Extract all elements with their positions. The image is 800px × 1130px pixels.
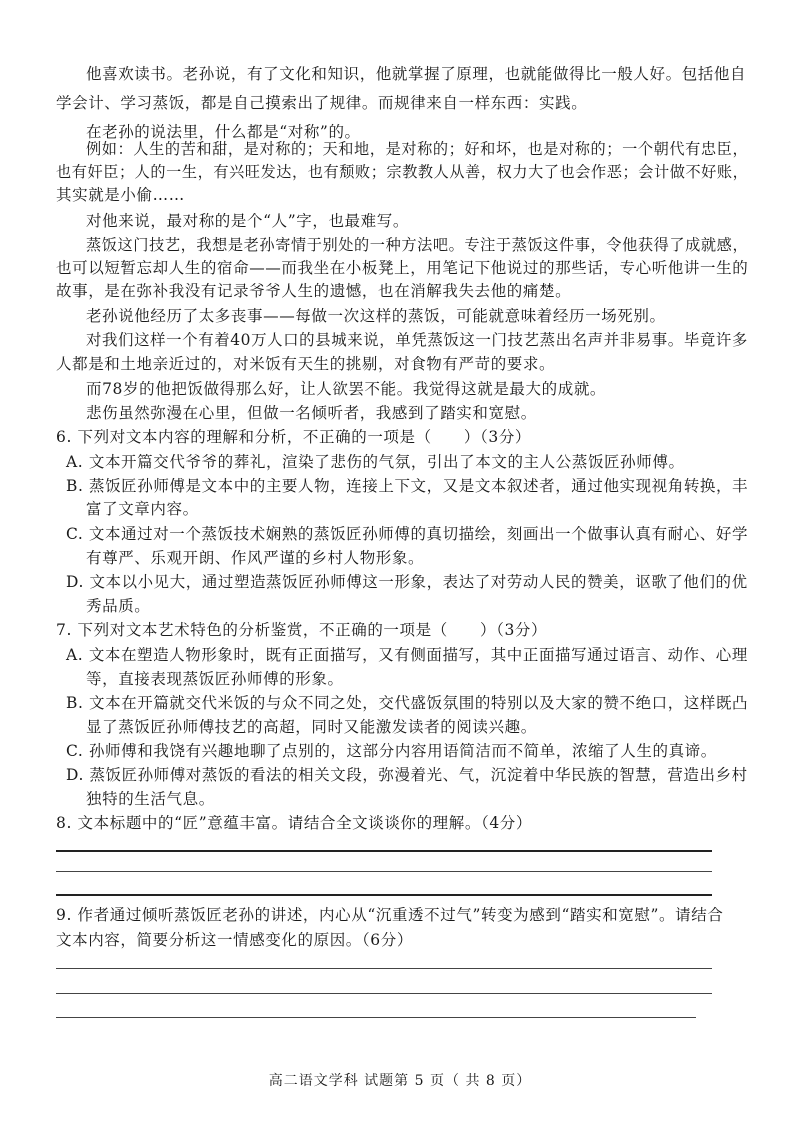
answer-line[interactable] [56, 993, 712, 994]
question-6-stem: 6. 下列对文本内容的理解和分析，不正确的一项是（ ）（3分） [56, 428, 532, 446]
passage-line: 而78岁的他把饭做得那么好，让人欲罢不能。我觉得这就是最大的成就。 [86, 380, 607, 398]
question-7-stem: 7. 下列对文本艺术特色的分析鉴赏，不正确的一项是（ ）（3分） [56, 621, 548, 639]
question-8-stem: 8. 文本标题中的“匠”意蕴丰富。请结合全文谈谈你的理解。（4分） [56, 814, 532, 832]
question-7-option-d-cont: 独特的生活气息。 [86, 790, 215, 808]
question-7-option-a: A. 文本在塑造人物形象时，既有正面描写，又有侧面描写，其中正面描写通过语言、动作、心理 [66, 646, 748, 664]
question-6-option-a: A. 文本开篇交代爷爷的葬礼，渲染了悲伤的气氛，引出了本文的主人公蒸饭匠孙师傅。 [66, 453, 685, 471]
passage-line: 故事，是在弥补我没有记录爷爷人生的遗憾，也在消解我失去他的痛楚。 [56, 282, 572, 300]
passage-line: 学会计、学习蒸饭，都是自己摸索出了规律。而规律来自一样东西：实践。 [56, 94, 588, 112]
passage-line: 对他来说，最对称的是个“人”字，也最难写。 [86, 212, 409, 230]
passage-line: 例如：人生的苦和甜，是对称的；天和地，是对称的；好和坏，也是对称的；一个朝代有忠臣， [86, 140, 749, 158]
question-6-option-d-cont: 秀品质。 [86, 597, 151, 615]
answer-line[interactable] [56, 968, 712, 969]
passage-line: 悲伤虽然弥漫在心里，但做一名倾听者，我感到了踏实和宽慰。 [86, 404, 537, 422]
answer-line[interactable] [56, 850, 712, 852]
passage-line: 对我们这样一个有着40万人口的县城来说，单凭蒸饭这一门技艺蒸出名声并非易事。毕竟许多 [86, 331, 748, 349]
question-7-option-c: C. 孙师傅和我饶有兴趣地聊了点别的，这部分内容用语简洁而不简单，浓缩了人生的真谛。 [66, 742, 717, 760]
question-7-option-a-cont: 等，直接表现蒸饭匠孙师傅的形象。 [86, 670, 344, 688]
question-6-option-b: B. 蒸饭匠孙师傅是文本中的主要人物，连接上下文，又是文本叙述者，通过他实现视角转换，丰 [66, 477, 749, 495]
passage-line: 人都是和土地亲近过的，对米饭有天生的挑剔，对食物有严苛的要求。 [56, 355, 556, 373]
answer-line[interactable] [56, 871, 712, 872]
passage-line: 也有奸臣；人的一生，有兴旺发达，也有颓败；宗教教人从善，权力大了也会作恶；会计做不好账， [56, 163, 749, 181]
question-6-option-c: C. 文本通过对一个蒸饭技术娴熟的蒸饭匠孙师傅的真切描绘，刻画出一个做事认真有耐心、好学 [66, 525, 749, 543]
question-7-option-b-cont: 显了蒸饭匠孙师傅技艺的高超，同时又能激发读者的阅读兴趣。 [86, 718, 537, 736]
passage-line: 在老孙的说法里，什么都是“对称”的。 [86, 123, 361, 141]
answer-line[interactable] [56, 1017, 696, 1018]
answer-line[interactable] [56, 894, 712, 896]
question-6-option-d: D. 文本以小见大，通过塑造蒸饭匠孙师傅这一形象，表达了对劳动人民的赞美，讴歌了他们的优 [66, 573, 748, 591]
passage-line: 老孙说他经历了太多丧事——每做一次这样的蒸饭，可能就意味着经历一场死别。 [86, 307, 666, 325]
page-footer: 高二语文学科 试题第 5 页（ 共 8 页） [268, 1073, 532, 1089]
passage-line: 也可以短暂忘却人生的宿命——而我坐在小板凳上，用笔记下他说过的那些话，专心听他讲一生的 [56, 259, 749, 277]
question-6-option-b-cont: 富了文章内容。 [86, 500, 199, 518]
passage-line: 其实就是小偷…… [56, 186, 185, 204]
passage-line: 他喜欢读书。老孙说，有了文化和知识，他就掌握了原理，也就能做得比一般人好。包括他自 [86, 65, 747, 83]
question-6-option-c-cont: 有尊严、乐观开朗、作风严谨的乡村人物形象。 [86, 549, 425, 567]
question-9-stem: 9. 作者通过倾听蒸饭匠老孙的讲述，内心从“沉重透不过气”转变为感到“踏实和宽慰”。请结合 [56, 906, 724, 924]
passage-line: 蒸饭这门技艺，我想是老孙寄情于别处的一种方法吧。专注于蒸饭这件事，令他获得了成就感， [86, 236, 749, 254]
question-9-stem-cont: 文本内容，简要分析这一情感变化的原因。（6分） [56, 931, 413, 949]
question-7-option-b: B. 文本在开篇就交代米饭的与众不同之处，交代盛饭氛围的特别以及大家的赞不绝口，这样既凸 [66, 694, 749, 712]
question-7-option-d: D. 蒸饭匠孙师傅对蒸饭的看法的相关文段，弥漫着光、气，沉淀着中华民族的智慧，营造出乡村 [66, 766, 748, 784]
